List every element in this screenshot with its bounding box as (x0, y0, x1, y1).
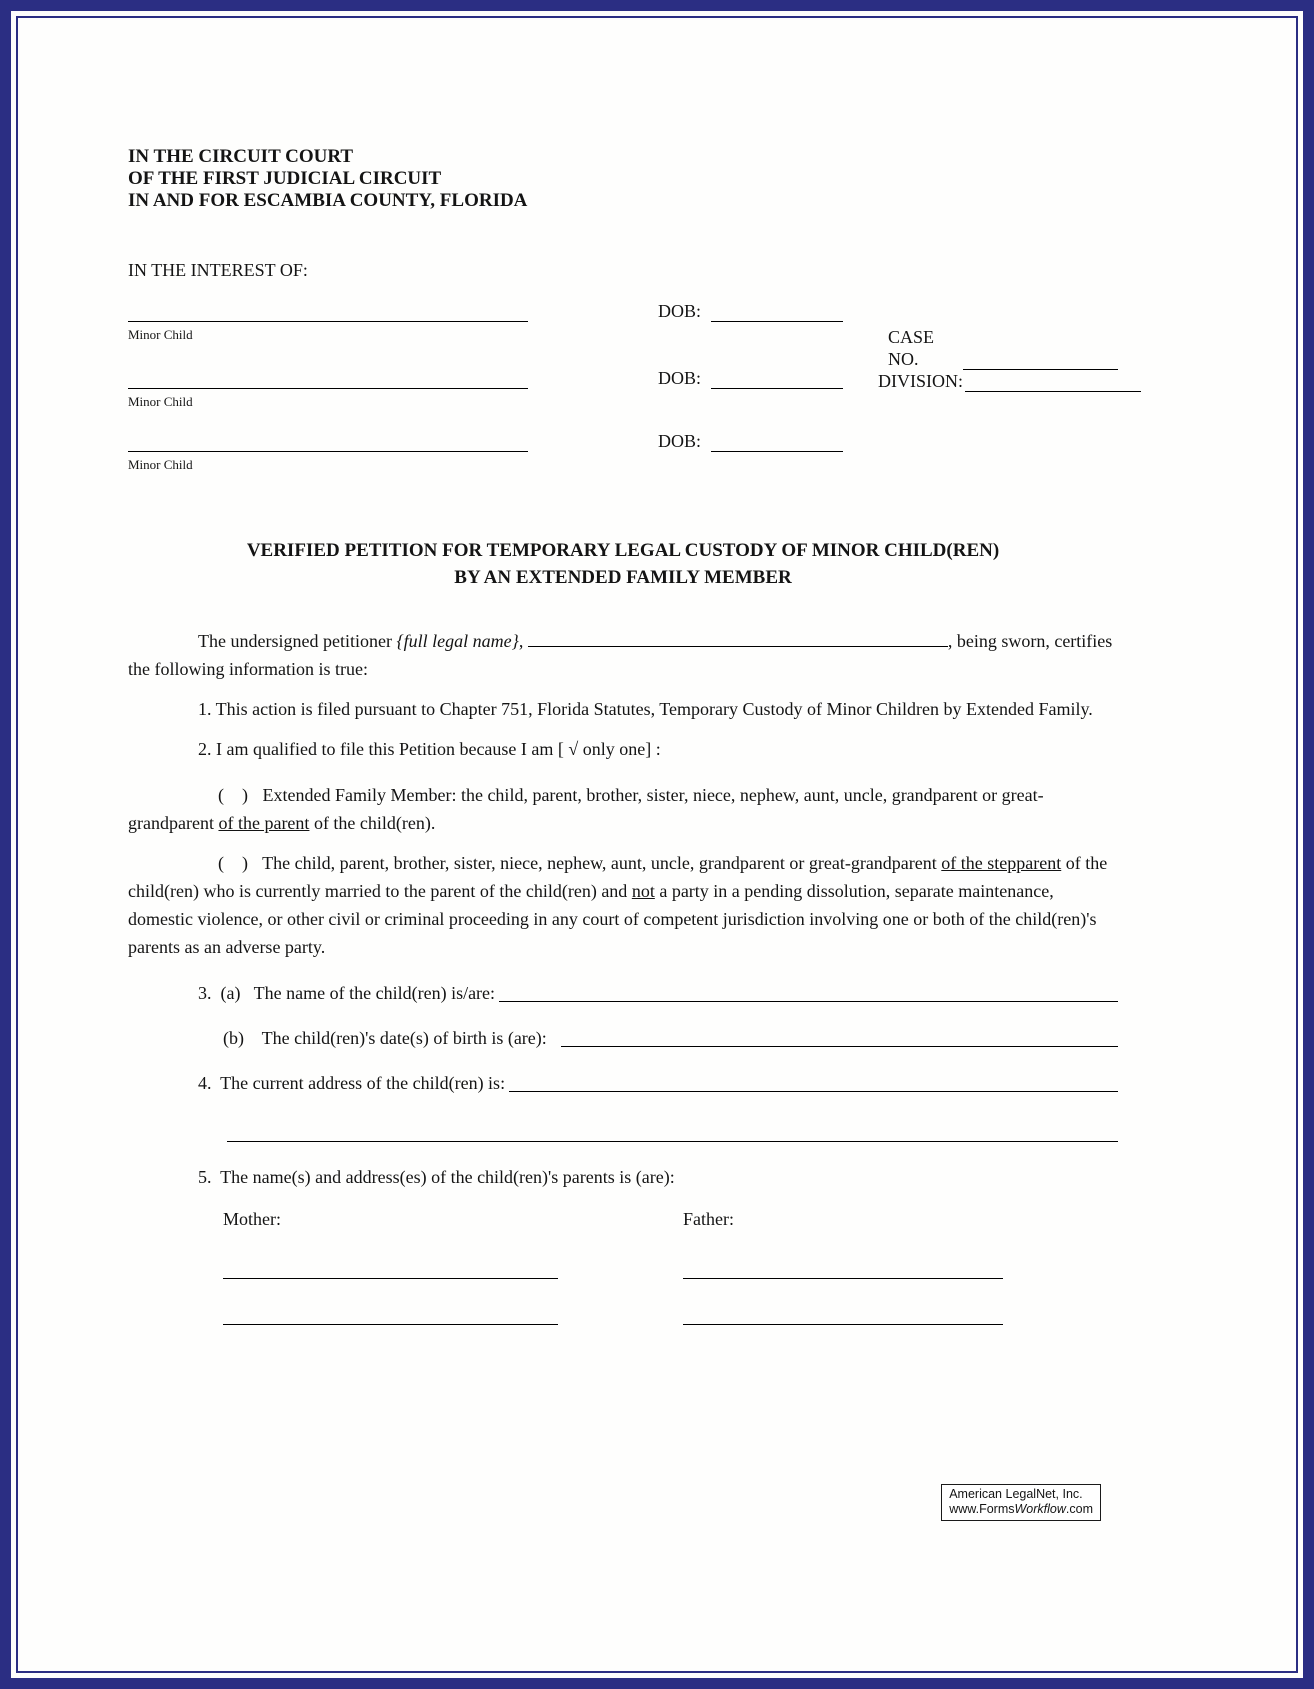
document-title-line1: VERIFIED PETITION FOR TEMPORARY LEGAL CUSTODY OF MINOR CHILD(REN) (246, 540, 1000, 561)
case-caption (128, 282, 1118, 482)
child-row-1 (128, 300, 843, 322)
dob-group-2 (658, 367, 843, 389)
item-2-paragraph: 2. I am qualified to file this Petition because I am [ √ only one] : (198, 739, 661, 759)
case-no-label: CASE NO. (888, 327, 935, 369)
option-extended-family (128, 781, 1118, 837)
mother-address-blank[interactable] (223, 1307, 558, 1325)
intro-separator: , (518, 631, 528, 651)
petitioner-name-blank[interactable] (528, 633, 948, 647)
option-b-underlined-2: not (631, 881, 655, 901)
dob-group-1 (658, 300, 843, 322)
dob-group-3 (658, 430, 843, 452)
children-address-blank-2[interactable] (227, 1123, 1118, 1142)
minor-child-label-2: Minor Child (128, 394, 193, 409)
item-4-continuation-line (223, 1123, 1118, 1147)
child-name-blank-3[interactable] (128, 430, 528, 452)
option-b-text-pre: The child, parent, brother, sister, niece, nephew, aunt, uncle, grandparent or great-grandparent (258, 853, 942, 873)
option-a-text-post: of the child(ren). (309, 813, 436, 833)
court-header-line2: OF THE FIRST JUDICIAL CIRCUIT (128, 168, 442, 189)
item-3a-label: 3. (a) The name of the child(ren) is/are: (198, 983, 496, 1003)
full-legal-name-placeholder: {full legal name} (396, 631, 519, 651)
option-b-text-mid: of the child(ren) who is currently married to the parent of the child(ren) and (128, 853, 1108, 901)
page-frame (16, 16, 1298, 1673)
legalnet-url-italic: Workflow (1014, 1502, 1066, 1516)
minor-child-label-3: Minor Child (128, 457, 193, 472)
dob-label-1: DOB: (658, 301, 702, 321)
father-name-blank[interactable] (683, 1261, 1003, 1279)
legalnet-url-post: .com (1065, 1502, 1093, 1516)
item-3b-label: (b) The child(ren)'s date(s) of birth is (are): (223, 1028, 552, 1048)
child-name-blank-2[interactable] (128, 367, 528, 389)
dob-label-3: DOB: (658, 431, 702, 451)
court-header-line1: IN THE CIRCUIT COURT (128, 146, 354, 167)
in-the-interest-of-label: IN THE INTEREST OF: (128, 260, 308, 280)
mother-name-blank[interactable] (223, 1261, 558, 1279)
legalnet-company: American LegalNet, Inc. (949, 1487, 1083, 1501)
intro-text-post: , being sworn, certifies the following information is true: (128, 631, 1113, 679)
dob-label-2: DOB: (658, 368, 702, 388)
court-header (128, 146, 1118, 212)
intro-text-pre: The undersigned petitioner (198, 631, 397, 651)
division-group (878, 370, 1141, 392)
mother-column (223, 1205, 563, 1325)
option-b-text-post: a party in a pending dissolution, separate maintenance, domestic violence, or other civil or criminal proceeding in any court of competent jurisdiction involving one or both of the child(ren)'s parents as an adverse party. (128, 881, 1097, 957)
case-no-blank[interactable] (963, 348, 1118, 370)
stepparent-checkbox[interactable]: ( ) (218, 853, 248, 873)
father-label: Father: (683, 1209, 734, 1229)
option-a-underlined: of the parent (218, 813, 310, 833)
children-birthdates-blank[interactable] (561, 1024, 1118, 1047)
parents-block (223, 1205, 1118, 1325)
item-4-line (198, 1069, 1118, 1097)
children-address-blank[interactable] (509, 1069, 1118, 1092)
legalnet-url-pre: www.Forms (949, 1502, 1015, 1516)
document-title (128, 537, 1118, 591)
item-4-label: 4. The current address of the child(ren) is: (198, 1073, 506, 1093)
child-dob-blank-1[interactable] (711, 300, 843, 322)
page-content (18, 18, 1296, 1325)
father-address-blank[interactable] (683, 1307, 1003, 1325)
child-name-blank-1[interactable] (128, 300, 528, 322)
document-title-line2: BY AN EXTENDED FAMILY MEMBER (454, 567, 792, 588)
item-3a-line (198, 979, 1118, 1007)
child-row-3 (128, 430, 843, 452)
extended-family-checkbox[interactable]: ( ) (218, 785, 248, 805)
division-label: DIVISION: (878, 371, 963, 391)
option-a-text-pre: Extended Family Member: the child, parent, brother, sister, niece, nephew, aunt, uncle, grandparent or great-grandparent (128, 785, 1044, 833)
case-no-group (888, 326, 1118, 370)
intro-paragraph (128, 627, 1118, 683)
option-stepparent (128, 849, 1118, 961)
legalnet-url (949, 1502, 1093, 1517)
item-3b-line (223, 1024, 1118, 1052)
child-dob-blank-2[interactable] (711, 367, 843, 389)
legalnet-box (941, 1484, 1101, 1521)
item-5-label: 5. The name(s) and address(es) of the child(ren)'s parents is (are): (198, 1167, 675, 1187)
children-names-blank[interactable] (499, 979, 1118, 1002)
father-column (683, 1205, 1003, 1325)
court-header-line3: IN AND FOR ESCAMBIA COUNTY, FLORIDA (128, 190, 528, 211)
minor-child-label-1: Minor Child (128, 327, 193, 342)
division-blank[interactable] (965, 370, 1141, 392)
option-b-underlined-1: of the stepparent (941, 853, 1062, 873)
child-dob-blank-3[interactable] (711, 430, 843, 452)
item-5-line (198, 1163, 1118, 1191)
child-row-2 (128, 367, 843, 389)
item-1-paragraph: 1. This action is filed pursuant to Chapter 751, Florida Statutes, Temporary Custody of Minor Children by Extended Family. (198, 699, 1093, 719)
mother-label: Mother: (223, 1209, 281, 1229)
